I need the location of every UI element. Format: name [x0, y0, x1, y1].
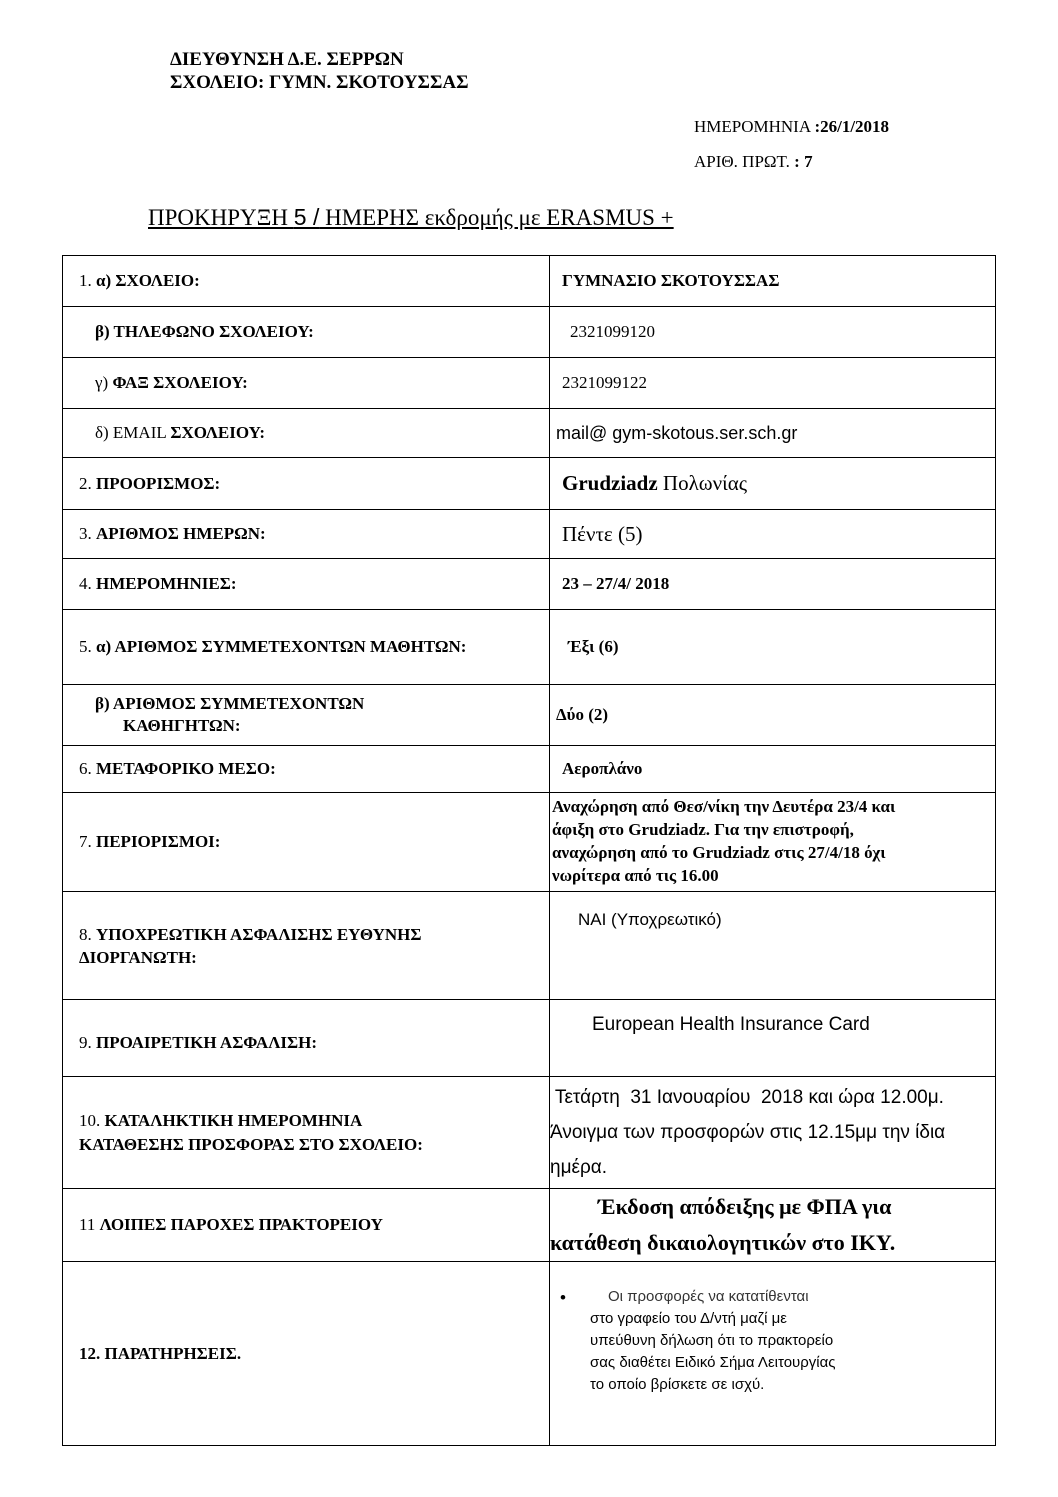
row-number: 2. [79, 473, 96, 493]
row-number: 1. [79, 271, 96, 290]
row-number: 5. [79, 637, 96, 656]
teachers-label-line1: β) ΑΡΙΘΜΟΣ ΣΥΜΜΕΤΕΧΟΝΤΩΝ [95, 694, 365, 713]
restrictions-value [550, 793, 996, 892]
date-label: ΗΜΕΡΟΜΗΝΙΑ [694, 117, 811, 136]
destination-country: Πολωνίας [657, 471, 748, 495]
row-number: 9. [79, 1033, 96, 1052]
row-number: 4. [79, 574, 96, 593]
title-prefix: ΠΡΟΚΗΡΥΞΗ [148, 205, 294, 230]
date-line [694, 117, 889, 137]
other-services-line2: κατάθεση δικαιολογητικών στο ΙΚΥ. [550, 1230, 896, 1255]
email-label-cell [63, 409, 550, 458]
other-services-value [550, 1189, 996, 1262]
trip-details-table [62, 255, 996, 1446]
table-row-deadline [63, 1077, 996, 1189]
teachers-label-line2: ΚΑΘΗΓΗΤΩΝ: [123, 716, 241, 735]
destination-label: ΠΡΟΟΡΙΣΜΟΣ: [96, 473, 221, 493]
destination-label-cell [63, 458, 550, 510]
table-row-students [63, 610, 996, 685]
liability-value: ΝΑΙ (Υποχρεωτικό) [550, 892, 996, 1000]
remarks-line2: στο γραφείο του Δ/ντή μαζί με [590, 1310, 787, 1327]
table-row-phone [63, 307, 996, 358]
table-row-email [63, 409, 996, 458]
dates-value: 23 – 27/4/ 2018 [550, 559, 996, 610]
title-number: 5 / [293, 204, 320, 230]
liability-label-cell [63, 892, 550, 1000]
optional-insurance-label-cell [63, 1000, 550, 1077]
deadline-label-line2: ΚΑΤΑΘΕΣΗΣ ΠΡΟΣΦΟΡΑΣ ΣΤΟ ΣΧΟΛΕΙΟ: [79, 1134, 423, 1154]
table-row-liability [63, 892, 996, 1000]
restrictions-line3: αναχώρηση από το Grudziadz στις 27/4/18 όχι [552, 843, 886, 862]
protocol-label: ΑΡΙΘ. ΠΡΩΤ. [694, 152, 790, 171]
dates-label: ΗΜΕΡΟΜΗΝΙΕΣ: [96, 574, 237, 593]
fax-label-cell [63, 358, 550, 409]
teachers-value: Δύο (2) [550, 685, 996, 746]
days-label: ΑΡΙΘΜΟΣ ΗΜΕΡΩΝ: [96, 524, 266, 543]
deadline-line3: ημέρα. [550, 1157, 608, 1178]
deadline-label-line1: ΚΑΤΑΛΗΚΤΙΚΗ ΗΜΕΡΟΜΗΝΙΑ [104, 1110, 363, 1130]
table-row-remarks [63, 1262, 996, 1446]
row-number: 6. [79, 759, 96, 778]
other-services-line1: Έκδοση απόδειξης με ΦΠΑ για [598, 1194, 892, 1219]
school-label: α) ΣΧΟΛΕΙΟ: [96, 271, 200, 290]
school-label-cell [63, 256, 550, 307]
restrictions-label-cell [63, 793, 550, 892]
protocol-value: : 7 [794, 152, 813, 171]
restrictions-line2: άφιξη στο Grudziadz. Για την επιστροφή, [552, 820, 854, 839]
other-services-label: ΛΟΙΠΕΣ ΠΑΡΟΧΕΣ ΠΡΑΚΤΟΡΕΙΟΥ [99, 1215, 383, 1234]
transport-label: ΜΕΤΑΦΟΡΙΚΟ ΜΕΣΟ: [96, 759, 276, 778]
liability-label-line1: ΥΠΟΧΡΕΩΤΙΚΗ ΑΣΦΑΛΙΣΗΣ ΕΥΘΥΝΗΣ [96, 924, 422, 944]
deadline-label-cell [63, 1077, 550, 1189]
remarks-list-item [560, 1288, 995, 1308]
teachers-label-cell [63, 685, 550, 746]
row-number: 10. [79, 1110, 105, 1130]
optional-insurance-value: European Health Insurance Card [550, 1000, 996, 1077]
phone-label: β) ΤΗΛΕΦΩΝΟ ΣΧΟΛΕΙΟΥ: [63, 307, 550, 358]
restrictions-line4: νωρίτερα από τις 16.00 [552, 866, 719, 885]
row-number: 8. [79, 924, 96, 944]
days-value: Πέντε (5) [550, 510, 996, 559]
days-label-cell [63, 510, 550, 559]
bullet-icon: • [560, 1288, 566, 1307]
remarks-line5: το οποίο βρίσκετε σε ισχύ. [590, 1376, 765, 1393]
table-row-school [63, 256, 996, 307]
destination-city: Grudziadz [562, 471, 658, 495]
protocol-line [694, 152, 813, 172]
row-number: 7. [79, 832, 96, 851]
document-title [148, 204, 674, 231]
table-row-destination [63, 458, 996, 510]
email-label: ΣΧΟΛΕΙΟΥ: [170, 423, 266, 442]
deadline-line2: Άνοιγμα των προσφορών στις 12.15μμ την ίδια [550, 1122, 946, 1143]
school-line: ΣΧΟΛΕΙΟ: ΓΥΜΝ. ΣΚΟΤΟΥΣΣΑΣ [170, 72, 469, 93]
table-row-fax [63, 358, 996, 409]
row-number: 3. [79, 524, 96, 543]
title-suffix: ΗΜΕΡΗΣ εκδρομής με ERASMUS + [319, 205, 674, 230]
remarks-value [550, 1262, 996, 1446]
other-services-label-cell [63, 1189, 550, 1262]
remarks-line4: σας διαθέτει Ειδικό Σήμα Λειτουργίας [590, 1354, 836, 1371]
remarks-label: 12. ΠΑΡΑΤΗΡΗΣΕΙΣ. [63, 1262, 550, 1446]
restrictions-label: ΠΕΡΙΟΡΙΣΜΟΙ: [96, 832, 221, 851]
liability-label-line2: ΔΙΟΡΓΑΝΩΤΗ: [79, 947, 197, 967]
date-value: :26/1/2018 [814, 117, 890, 136]
table-row-days [63, 510, 996, 559]
phone-value: 2321099120 [550, 307, 996, 358]
transport-value: Αεροπλάνο [550, 746, 996, 793]
restrictions-line1: Αναχώρηση από Θεσ/νίκη την Δευτέρα 23/4 και [552, 797, 896, 816]
directorate-line: ΔΙΕΥΘΥΝΣΗ Δ.Ε. ΣΕΡΡΩΝ [170, 49, 404, 70]
table-row-transport [63, 746, 996, 793]
school-value: ΓΥΜΝΑΣΙΟ ΣΚΟΤΟΥΣΣΑΣ [550, 256, 996, 307]
email-label-prefix: δ) EMAIL [95, 423, 171, 442]
fax-value: 2321099122 [550, 358, 996, 409]
dates-label-cell [63, 559, 550, 610]
table-row-teachers [63, 685, 996, 746]
table-row-other-services [63, 1189, 996, 1262]
table-row-optional-insurance [63, 1000, 996, 1077]
fax-label-prefix: γ) [95, 373, 113, 392]
remarks-line3: υπεύθυνη δήλωση ότι το πρακτορείο [590, 1332, 834, 1349]
deadline-value [550, 1077, 996, 1189]
table-row-restrictions [63, 793, 996, 892]
email-value[interactable]: mail@ gym-skotous.ser.sch.gr [550, 409, 996, 458]
document-header [170, 48, 469, 94]
transport-label-cell [63, 746, 550, 793]
optional-insurance-label: ΠΡΟΑΙΡΕΤΙΚΗ ΑΣΦΑΛΙΣΗ: [96, 1033, 317, 1052]
table-row-dates [63, 559, 996, 610]
remarks-line1: Οι προσφορές να κατατίθενται [608, 1288, 809, 1305]
row-number: 11 [79, 1215, 100, 1234]
students-label-cell [63, 610, 550, 685]
deadline-line1: Τετάρτη 31 Ιανουαρίου 2018 και ώρα 12.00μ. [550, 1087, 944, 1108]
students-label: α) ΑΡΙΘΜΟΣ ΣΥΜΜΕΤΕΧΟΝΤΩΝ ΜΑΘΗΤΩΝ: [96, 637, 467, 656]
destination-value [550, 458, 996, 510]
students-value: Έξι (6) [550, 610, 996, 685]
fax-label: ΦΑΞ ΣΧΟΛΕΙΟΥ: [112, 373, 248, 392]
